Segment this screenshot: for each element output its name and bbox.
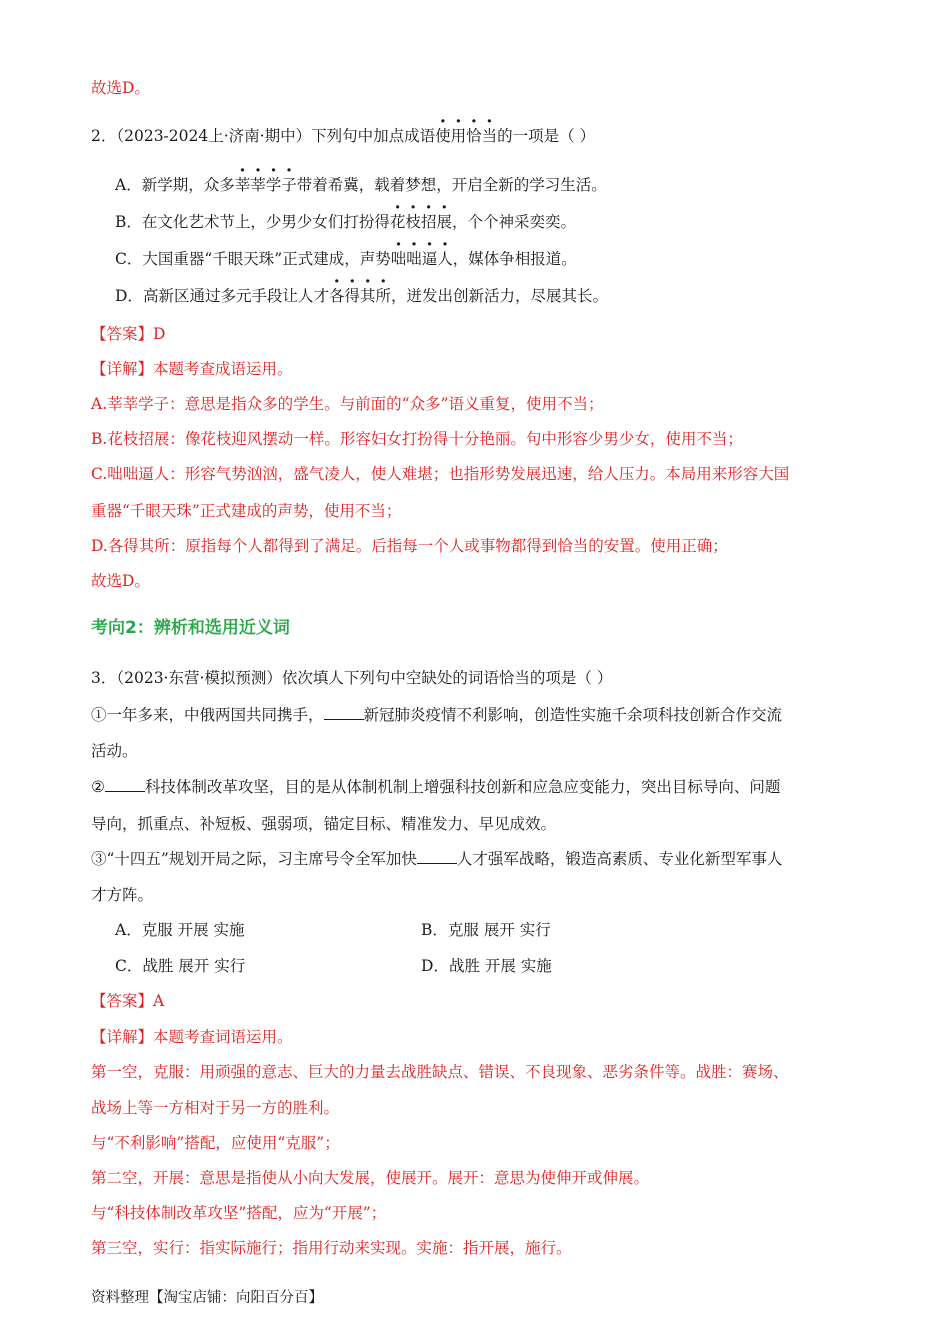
q2-explanation-c-cont: 重器“千眼天珠”正式建成的声势，使用不当； xyxy=(91,502,402,520)
q2-option-c: C．大国重器“千眼天珠”正式建成，声势咄咄逼人，媒体争相报道。 xyxy=(115,250,577,268)
q2-option-d: D．高新区通过多元手段让人才各得其所，迸发出创新活力，尽展其长。 xyxy=(115,287,609,305)
q3-sentence-3-cont: 才方阵。 xyxy=(91,886,154,904)
q3-explanation-5: 第三空，实行：指实际施行；指用行动来实现。实施：指开展，施行。 xyxy=(91,1239,572,1257)
q2-detail-intro: 【详解】本题考查成语运用。 xyxy=(91,360,293,378)
q2-explanation-c: C.咄咄逼人：形容气势汹汹，盛气凌人，使人难堪；也指形势发展迅速，给人压力。本局用来形容大国 xyxy=(91,465,790,483)
q3-option-a: A．克服 开展 实施 xyxy=(115,921,245,939)
q2-answer: 【答案】D xyxy=(91,325,166,343)
q3-sentence-1-cont: 活动。 xyxy=(91,742,138,760)
q2-option-a: A．新学期，众多莘莘学子带着希冀，载着梦想，开启全新的学习生活。 xyxy=(115,176,607,194)
blank-1 xyxy=(324,705,364,720)
q3-sentence-2-cont: 导向，抓重点、补短板、强弱项，锚定目标、精准发力、早见成效。 xyxy=(91,815,557,833)
q3-detail-intro: 【详解】本题考查词语运用。 xyxy=(91,1028,293,1046)
q3-answer: 【答案】A xyxy=(91,992,165,1010)
q2-stem: 2．（2023-2024上·济南·期中）下列句中加点成语使用恰当的一项是（ ） xyxy=(91,127,596,145)
q3-option-c: C．战胜 展开 实行 xyxy=(115,957,246,975)
blank-3 xyxy=(417,849,457,864)
q3-option-d: D．战胜 开展 实施 xyxy=(421,957,552,975)
q3-explanation-1: 第一空，克服：用顽强的意志、巨大的力量去战胜缺点、错误、不良现象、恶劣条件等。战胜：赛场、 xyxy=(91,1063,789,1081)
q3-explanation-3: 第二空，开展：意思是指使从小向大发展，使展开。展开：意思为使伸开或伸展。 xyxy=(91,1169,650,1187)
q2-conclusion: 故选D。 xyxy=(91,572,150,590)
q2-option-b: B．在文化艺术节上，少男少女们打扮得花枝招展，个个神采奕奕。 xyxy=(115,213,576,231)
q3-explanation-4: 与“科技体制改革攻坚”搭配，应为“开展”； xyxy=(91,1204,387,1222)
q3-option-b: B．克服 展开 实行 xyxy=(421,921,551,939)
top-conclusion: 故选D。 xyxy=(91,79,150,97)
q3-explanation-2: 与“不利影响”搭配，应使用“克服”； xyxy=(91,1134,340,1152)
section-heading: 考向2：辨析和选用近义词 xyxy=(91,618,290,638)
q3-sentence-2: ② 科技体制改革攻坚，目的是从体制机制上增强科技创新和应急应变能力，突出目标导向、问题 xyxy=(91,778,781,796)
q2-explanation-a: A.莘莘学子：意思是指众多的学生。与前面的“众多”语义重复，使用不当； xyxy=(91,395,604,413)
q3-sentence-1: ①一年多来，中俄两国共同携手， 新冠肺炎疫情不利影响，创造性实施千余项科技创新合作交流 xyxy=(91,706,783,724)
q3-explanation-1-cont: 战场上等一方相对于另一方的胜利。 xyxy=(91,1099,340,1117)
q3-sentence-3: ③“十四五”规划开局之际，习主席号令全军加快 人才强军战略，锻造高素质、专业化新型军事人 xyxy=(91,850,783,868)
q2-explanation-b: B.花枝招展：像花枝迎风摆动一样。形容妇女打扮得十分艳丽。句中形容少男少女，使用不当； xyxy=(91,430,743,448)
q2-explanation-d: D.各得其所：原指每个人都得到了满足。后指每一个人或事物都得到恰当的安置。使用正确； xyxy=(91,537,728,555)
page-footer: 资料整理【淘宝店铺：向阳百分百】 xyxy=(91,1290,323,1306)
blank-2 xyxy=(105,777,145,792)
q3-stem: 3．（2023·东营·模拟预测）依次填人下列句中空缺处的词语恰当的项是（ ） xyxy=(91,669,613,687)
